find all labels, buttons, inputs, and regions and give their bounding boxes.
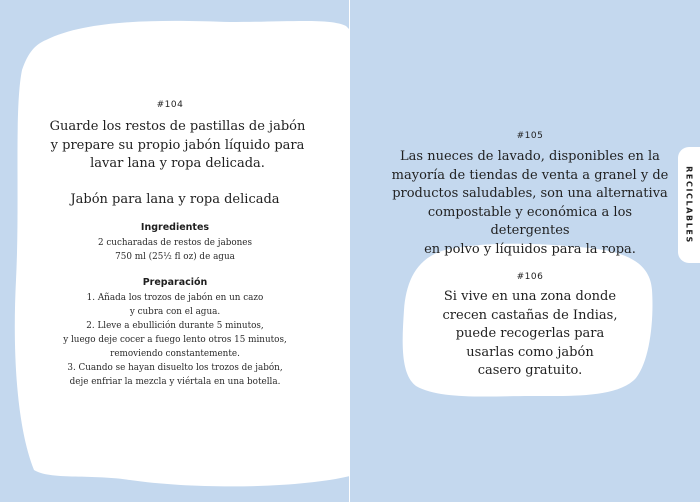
tip-106-line: usarlas como jabón [466, 344, 594, 360]
preparation-step: y luego deje cocer a fuego lento otros 15 minutos, [63, 335, 287, 345]
tip-104-line: lavar lana y ropa delicada. [90, 156, 265, 171]
right-page [350, 0, 700, 502]
tip-105-line: Las nueces de lavado, disponibles en la [400, 149, 660, 164]
tip-106-line: puede recogerlas para [455, 326, 605, 341]
preparation-step: 3. Cuando se hayan disuelto los trozos de jabón, [67, 363, 283, 373]
preparation-step: y cubra con el agua. [129, 307, 221, 317]
ingredients-heading: Ingredientes [140, 222, 210, 233]
recipe-title: Jabón para lana y ropa delicada [70, 192, 280, 207]
tip-number-106: #106 [516, 272, 544, 282]
tip-number-104: #104 [156, 100, 184, 110]
ingredient-item: 2 cucharadas de restos de jabones [97, 238, 253, 248]
tip-105-text [390, 148, 670, 259]
preparation-step: 1. Añada los trozos de jabón en un cazo [86, 293, 264, 303]
preparation-step: 2. Lleve a ebullición durante 5 minutos, [86, 321, 264, 331]
side-tab-label: RECICLABLES [684, 166, 694, 244]
tip-106-line: crecen castañas de Indias, [442, 307, 618, 323]
tip-106-line: casero gratuito. [477, 363, 583, 378]
preparation-section [30, 277, 320, 389]
preparation-heading: Preparación [142, 277, 208, 288]
ingredients-section [40, 222, 310, 264]
tip-105-line: compostable y económica a los detergentes [427, 204, 633, 238]
tip-104-text [40, 118, 315, 174]
tip-104-line: Guarde los restos de pastillas de jabón [49, 119, 306, 134]
preparation-step: removiendo constantemente. [110, 349, 240, 359]
tip-number-105: #105 [516, 131, 544, 141]
tip-106-line: Si vive en una zona donde [443, 289, 617, 304]
tip-104-line: y prepare su propio jabón líquido para [50, 137, 305, 153]
preparation-step: deje enfriar la mezcla y viértala en una botella. [69, 377, 281, 387]
tip-105-line: productos saludables, son una alternativa [392, 186, 668, 201]
tip-106-text [430, 288, 630, 381]
side-tab[interactable] [678, 147, 700, 263]
tip-105-line: en polvo y líquidos para la ropa. [424, 241, 636, 257]
ingredient-item: 750 ml (25½ fl oz) de agua [115, 252, 235, 262]
tip-105-line: mayoría de tiendas de venta a granel y de [391, 167, 669, 183]
